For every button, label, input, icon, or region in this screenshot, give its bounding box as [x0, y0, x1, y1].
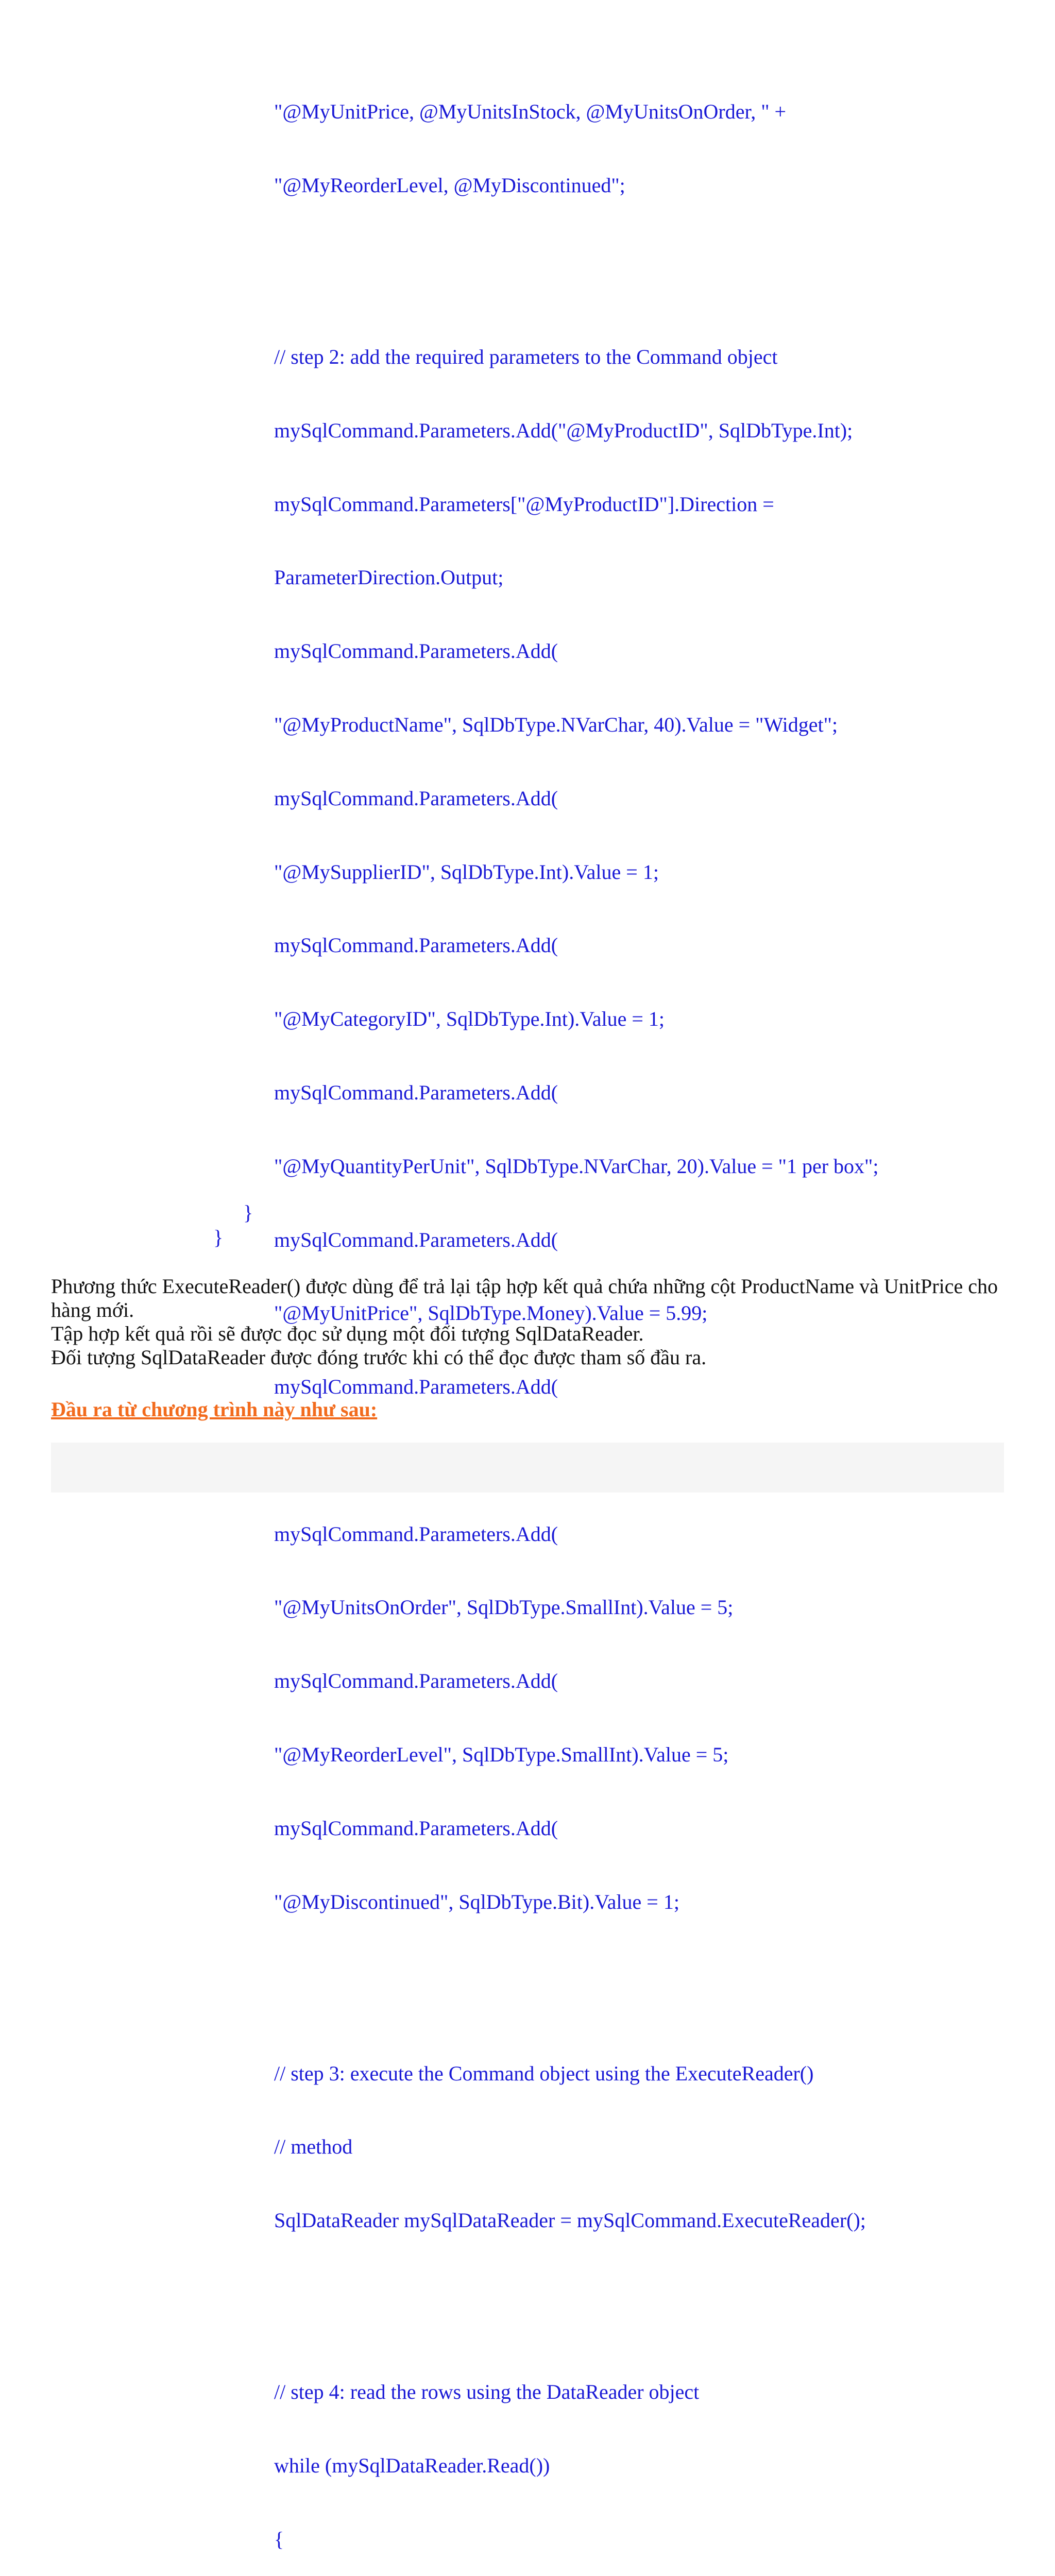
paragraph: Phương thức ExecuteReader() được dùng để trả lại tập hợp kết quả chứa những cột ProductName và UnitPrice cho hàng mới.: [51, 1275, 998, 1321]
code-line: SqlDataReader mySqlDataReader = mySqlCommand.ExecuteReader();: [274, 2209, 866, 2232]
output-box: [51, 1443, 1004, 1493]
code-line: mySqlCommand.Parameters.Add(: [274, 1522, 558, 1546]
code-line: "@MyUnitsOnOrder", SqlDbType.SmallInt).Value = 5;: [274, 1596, 734, 1619]
code-comment: // step 4: read the rows using the DataReader object: [274, 2380, 700, 2404]
code-line: mySqlCommand.Parameters.Add(: [274, 1816, 558, 1840]
paragraph: Đối tượng SqlDataReader được đóng trước khi có thể đọc được tham số đầu ra.: [51, 1346, 707, 1369]
code-line: mySqlCommand.Parameters.Add(: [274, 1669, 558, 1693]
code-line: mySqlCommand.Parameters.Add(: [274, 1080, 558, 1104]
code-blank-line: [274, 247, 878, 272]
code-line: "@MyCategoryID", SqlDbType.Int).Value = 1;: [274, 1007, 665, 1031]
code-line: ParameterDirection.Output;: [274, 566, 504, 589]
code-comment: // step 3: execute the Command object using the ExecuteReader(): [274, 2061, 814, 2085]
code-line: "@MyProductName", SqlDbType.NVarChar, 40).Value = "Widget";: [274, 713, 838, 737]
code-blank-line: [274, 1963, 878, 1988]
code-line: "@MySupplierID", SqlDbType.Int).Value = 1;: [274, 860, 659, 884]
code-line: "@MyUnitPrice", SqlDbType.Money).Value = 5.99;: [274, 1301, 708, 1325]
output-heading: Đầu ra từ chương trình này như sau:: [51, 1398, 378, 1421]
code-line: mySqlCommand.Parameters.Add(: [274, 639, 558, 663]
code-line: "@MyDiscontinued", SqlDbType.Bit).Value = 1;: [274, 1890, 679, 1913]
code-line: "@MyUnitPrice, @MyUnitsInStock, @MyUnitsOnOrder, " +: [274, 100, 787, 124]
paragraph: Tập hợp kết quả rồi sẽ được đọc sử dụng một đối tượng SqlDataReader.: [51, 1322, 644, 1345]
code-line: "@MyQuantityPerUnit", SqlDbType.NVarChar, 20).Value = "1 per box";: [274, 1154, 879, 1178]
code-line: mySqlCommand.Parameters.Add("@MyProductID", SqlDbType.Int);: [274, 418, 853, 442]
code-line: mySqlCommand.Parameters.Add(: [274, 1375, 558, 1399]
code-comment: // step 2: add the required parameters to the Command object: [274, 345, 778, 369]
code-line: mySqlCommand.Parameters.Add(: [274, 1228, 558, 1251]
explanation-text: [51, 1275, 1004, 1369]
code-comment: // method: [274, 2135, 353, 2159]
method-close-brace: }: [243, 1201, 253, 1224]
code-line: "@MyReorderLevel, @MyDiscontinued";: [274, 173, 625, 197]
code-line: mySqlCommand.Parameters["@MyProductID"].Direction =: [274, 492, 774, 516]
code-line: "@MyReorderLevel", SqlDbType.SmallInt).Value = 5;: [274, 1742, 729, 1766]
class-close-brace: }: [213, 1226, 224, 1249]
code-blank-line: [274, 2282, 878, 2307]
code-line: mySqlCommand.Parameters.Add(: [274, 934, 558, 957]
code-line: while (mySqlDataReader.Read()): [274, 2454, 550, 2478]
code-open-brace: {: [274, 2527, 284, 2551]
code-line: mySqlCommand.Parameters.Add(: [274, 786, 558, 810]
